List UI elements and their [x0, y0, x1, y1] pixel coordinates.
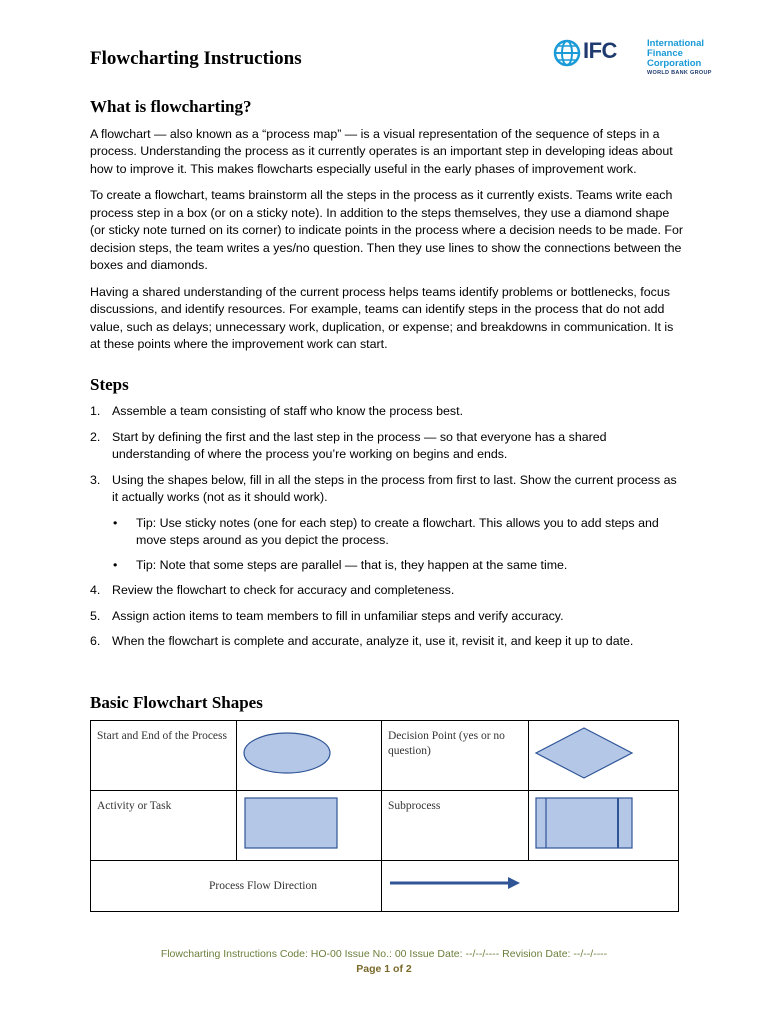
terminator-shape-icon [237, 721, 381, 785]
tip-item: • Tip: Use sticky notes (one for each step) to create a flowchart. This allows you to add steps and move steps around as you depict the process. [113, 515, 659, 547]
logo-line1: International [647, 38, 705, 49]
label-start-end: Start and End of the Process [91, 721, 237, 791]
arrow-cell [382, 861, 679, 912]
section-heading-steps: Steps [90, 374, 129, 394]
process-shape-icon [237, 791, 381, 855]
label-flow-direction: Process Flow Direction [91, 861, 382, 912]
page-number: Page 1 of 2 [356, 963, 412, 975]
step-item: 3. Using the shapes below, fill in all the steps in the process from first to last. Show the current process as it actually works (not as it should work). • Tip: Use sticky notes (one for each step) to create a flowchart. This allows you to add steps and move steps around as you depict the process. • Tip: Note that some steps are parallel — that is, they happen at the same time. [90, 472, 685, 575]
paragraph-3: Having a shared understanding of the current process helps teams identify problems or bottlenecks, focus discussions, and identify resources. For example, teams can identify steps in the process that do not add value, such as delays; unnecessary work, duplication, or expense; and breakdowns in communication. It is at these points where the improvement work can start. [90, 284, 674, 351]
paragraph-2: To create a flowchart, teams brainstorm all the steps in the process as it currently exists. Teams write each process step in a box (or on a sticky note). In addition to the steps themselves, they use a diamond shape (or sticky note turned on its corner) to indicate points in the process where a decision needs to be made. For decision steps, the team writes a yes/no question. Then they use lines to show the connections between the boxes and diamonds. [90, 188, 683, 272]
step-item: 6. When the flowchart is complete and accurate, analyze it, use it, revisit it, and keep it up to date. [90, 634, 634, 648]
logo-line3: WORLD BANK GROUP [647, 70, 712, 76]
footer-code: Flowcharting Instructions Code: HO-00 Issue No.: 00 Issue Date: --/--/---- Revision Date: --/--/---- [160, 948, 608, 960]
ellipse-cell [237, 721, 382, 791]
ifc-logo [553, 36, 728, 76]
page-title: Flowcharting Instructions [90, 48, 302, 69]
main-content [90, 98, 685, 659]
label-subprocess: Subprocess [382, 791, 529, 861]
rect-cell [237, 791, 382, 861]
section-heading-what: What is flowcharting? [90, 97, 252, 116]
label-decision: Decision Point (yes or no question) [382, 721, 529, 791]
paragraph-1: A flowchart — also known as a “process map” — is a visual representation of the sequence of steps in a process. Understanding the process as it currently operates is an important step in developing ideas about how to improve it. This makes flowcharts especially useful in the early phases of improvement work. [90, 126, 673, 176]
logo-line2: Finance Corporation [647, 48, 702, 69]
tips-list [112, 515, 685, 575]
section-heading-shapes: Basic Flowchart Shapes [90, 693, 263, 712]
logo-abbr: IFC [583, 38, 617, 63]
flow-arrow-icon [382, 867, 678, 901]
step-item: 1. Assemble a team consisting of staff who know the process best. [90, 404, 464, 418]
decision-shape-icon [529, 721, 676, 785]
step-item: 2. Start by defining the first and the last step in the process — so that everyone has a shared understanding of where the process you’re working on begins and ends. [90, 429, 607, 461]
subprocess-cell [529, 791, 679, 861]
step-item: 4. Review the flowchart to check for accuracy and completeness. [90, 583, 455, 597]
diamond-cell [529, 721, 679, 791]
globe-icon [553, 36, 581, 70]
subprocess-shape-icon [529, 791, 676, 855]
steps-list [90, 403, 685, 651]
step-item: 5. Assign action items to team members to fill in unfamiliar steps and verify accuracy. [90, 608, 564, 623]
shapes-table [90, 720, 679, 912]
label-activity: Activity or Task [91, 791, 237, 861]
tip-item: • Tip: Note that some steps are parallel — that is, they happen at the same time. [113, 557, 568, 572]
